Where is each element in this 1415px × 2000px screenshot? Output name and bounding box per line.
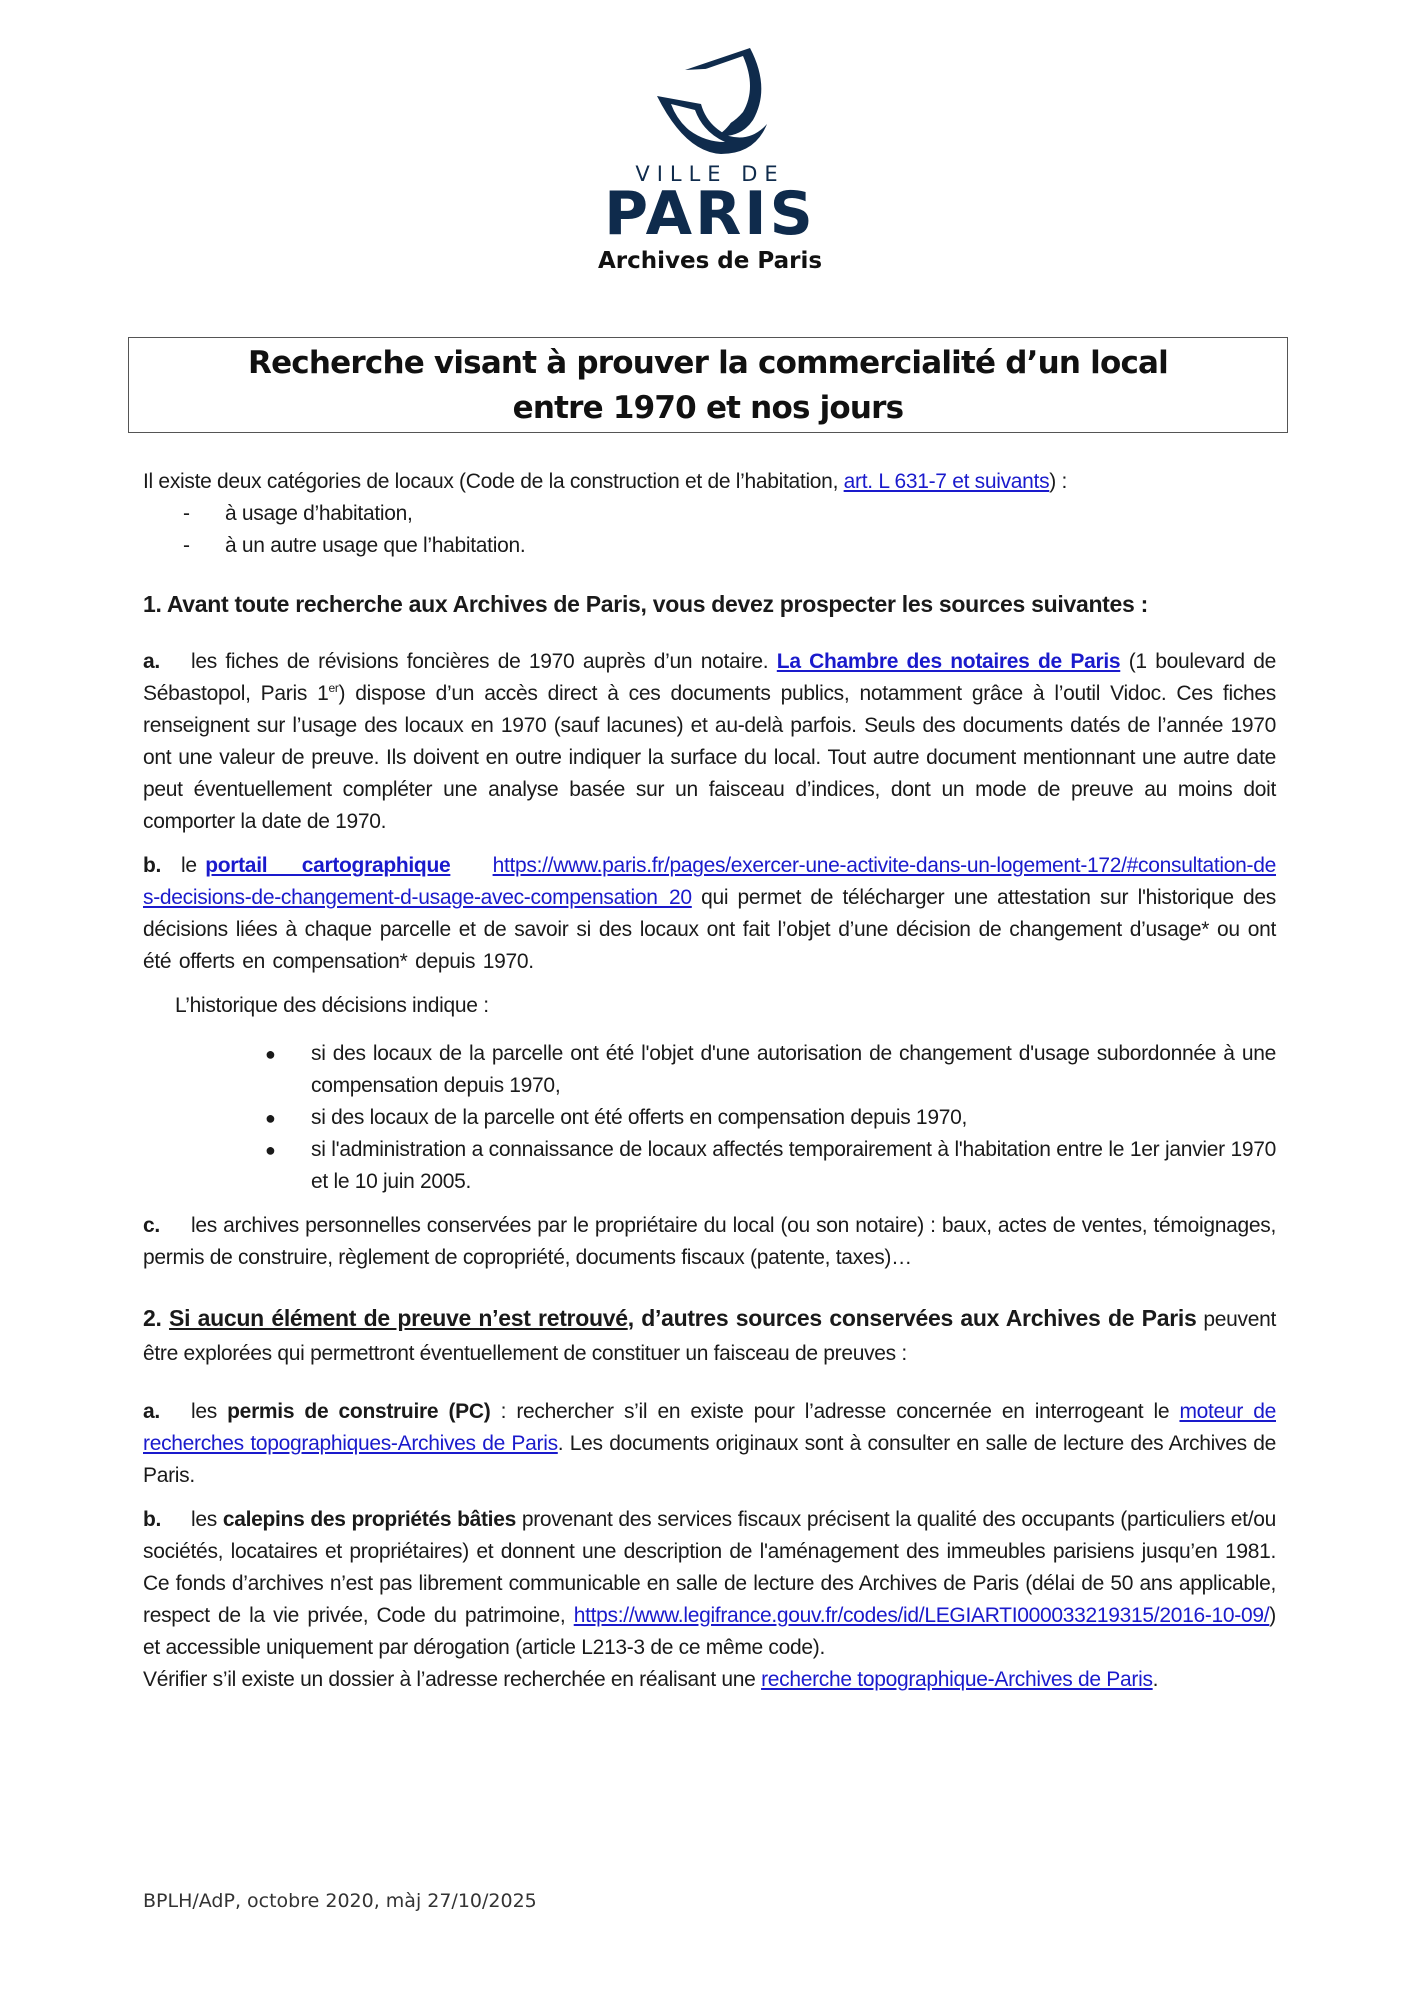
chambre-des-notaires-link[interactable]: La Chambre des notaires de Paris xyxy=(776,650,1121,673)
intro-paragraph: Il existe deux catégories de locaux (Code de la construction et de l’habitation, art. L 631-7 et suivants) : xyxy=(143,470,1068,493)
section-2-heading: 2. Si aucun élément de preuve n’est retrouvé, d’autres sources conservées aux Archives de Paris peuvent être explorées qui permettront éventuellement de constituer un faisceau de preuves : xyxy=(143,1305,1276,1365)
document-body xyxy=(143,466,1276,1696)
list-item: ● si l'administration a connaissance de locaux affectés temporairement à l'habitation entre le 1er janvier 1970 et le 10 juin 2005. xyxy=(311,1134,1276,1198)
list-item: - à un autre usage que l’habitation. xyxy=(183,530,1276,562)
document-title-line-2: entre 1970 et nos jours xyxy=(512,390,904,426)
recherche-topographique-link[interactable]: recherche topographique-Archives de Paris xyxy=(761,1668,1153,1691)
section-2-item-a: a. les permis de construire (PC) : rechercher s’il en existe pour l’adresse concernée en interrogeant le moteur de recherches topographiques-Archives de Paris. Les documents originaux sont à consulter en salle de lecture des Archives de Paris. xyxy=(143,1400,1277,1487)
section-2-item-b: b. les calepins des propriétés bâties provenant des services fiscaux précisent la qualité des occupants (particuliers et/ou sociétés, locataires et propriétaires) et donnent une description de l'aménagement des immeubles parisiens jusqu’en 1981. Ce fonds d’archives n’est pas librement communicable en salle de lecture des Archives de Paris (délai de 50 ans applicable, respect de la vie privée, Code du patrimoine, https://www.legifrance.gouv.fr/codes/id/LEGIARTI000033219315/2016-10-09/) et accessible uniquement par dérogation (article L213-3 de ce même code). xyxy=(143,1508,1276,1659)
list-item: ● si des locaux de la parcelle ont été l'objet d'une autorisation de changement d'usage subordonnée à une compensation depuis 1970, xyxy=(311,1038,1276,1102)
bullet-icon: ● xyxy=(265,1044,276,1064)
footer-revision-note: BPLH/AdP, octobre 2020, màj 27/10/2025 xyxy=(143,1890,537,1912)
section-1-heading: 1. Avant toute recherche aux Archives de Paris, vous devez prospecter les sources suivantes : xyxy=(143,591,1148,617)
legifrance-link[interactable]: https://www.legifrance.gouv.fr/codes/id/LEGIARTI000033219315/2016-10-09/ xyxy=(573,1604,1270,1627)
article-l631-7-link[interactable]: art. L 631-7 et suivants xyxy=(843,470,1050,493)
logo-ville-de: VILLE DE xyxy=(635,162,785,186)
verify-paragraph: Vérifier s’il existe un dossier à l’adresse recherchée en réalisant une recherche topographique-Archives de Paris. xyxy=(143,1668,1159,1691)
logo-archives-de-paris: Archives de Paris xyxy=(597,248,823,274)
portail-cartographique-link[interactable]: portail cartographique xyxy=(205,854,451,877)
history-intro: L’historique des décisions indique : xyxy=(175,994,489,1017)
section-1-item-b: b. le portail cartographique https://www.paris.fr/pages/exercer-une-activite-dans-un-logement-172/#consultation-des-decisions-de-changement-d-usage-avec-compensation_20 qui permet de télécharger une attestation sur l'historique des décisions liées à chaque parcelle et de savoir si des locaux ont fait l’objet d’une décision de changement d’usage* ou ont été offerts en compensation* depuis 1970. xyxy=(143,854,1276,973)
moteur-recherches-topographiques-link[interactable]: moteur de recherches topographiques-Archives de Paris xyxy=(143,1400,1276,1455)
section-1-item-c: c. les archives personnelles conservées par le propriétaire du local (ou son notaire) : baux, actes de ventes, témoignages, permis de construire, règlement de copropriété, documents fiscaux (patente, taxes)… xyxy=(143,1214,1276,1269)
bullet-icon: ● xyxy=(265,1108,276,1128)
document-title-box xyxy=(128,337,1288,433)
history-list xyxy=(143,1038,1276,1198)
header-logo xyxy=(560,38,860,274)
bullet-icon: ● xyxy=(265,1140,276,1160)
document-title-line-1: Recherche visant à prouver la commercialité d’un local xyxy=(248,345,1168,381)
dash-bullet: - xyxy=(183,502,190,525)
paris-fr-changement-usage-link[interactable]: https://www.paris.fr/pages/exercer-une-activite-dans-un-logement-172/#consultation-des-decisions-de-changement-d-usage-avec-compensation_20 xyxy=(143,854,1276,909)
section-1-item-a: a. les fiches de révisions foncières de 1970 auprès d’un notaire. La Chambre des notaires de Paris (1 boulevard de Sébastopol, Paris 1er) dispose d’un accès direct à ces documents publics, notamment grâce à l’outil Vidoc. Ces fiches renseignent sur l’usage des locaux en 1970 (sauf lacunes) et au-delà parfois. Seuls des documents datés de l’année 1970 ont une valeur de preuve. Ils doivent en outre indiquer la surface du local. Tout autre document mentionnant une autre date peut éventuellement compléter une analyse basée sur un faisceau d’indices, dont un mode de preuve au moins doit comporter la date de 1970. xyxy=(143,650,1276,833)
list-item: - à usage d’habitation, xyxy=(183,498,1276,530)
logo-paris: PARIS xyxy=(604,179,816,249)
local-categories-list xyxy=(183,498,1276,562)
list-item: ● si des locaux de la parcelle ont été offerts en compensation depuis 1970, xyxy=(311,1102,1276,1134)
dash-bullet: - xyxy=(183,534,190,557)
ville-de-paris-ship-icon xyxy=(645,38,775,158)
